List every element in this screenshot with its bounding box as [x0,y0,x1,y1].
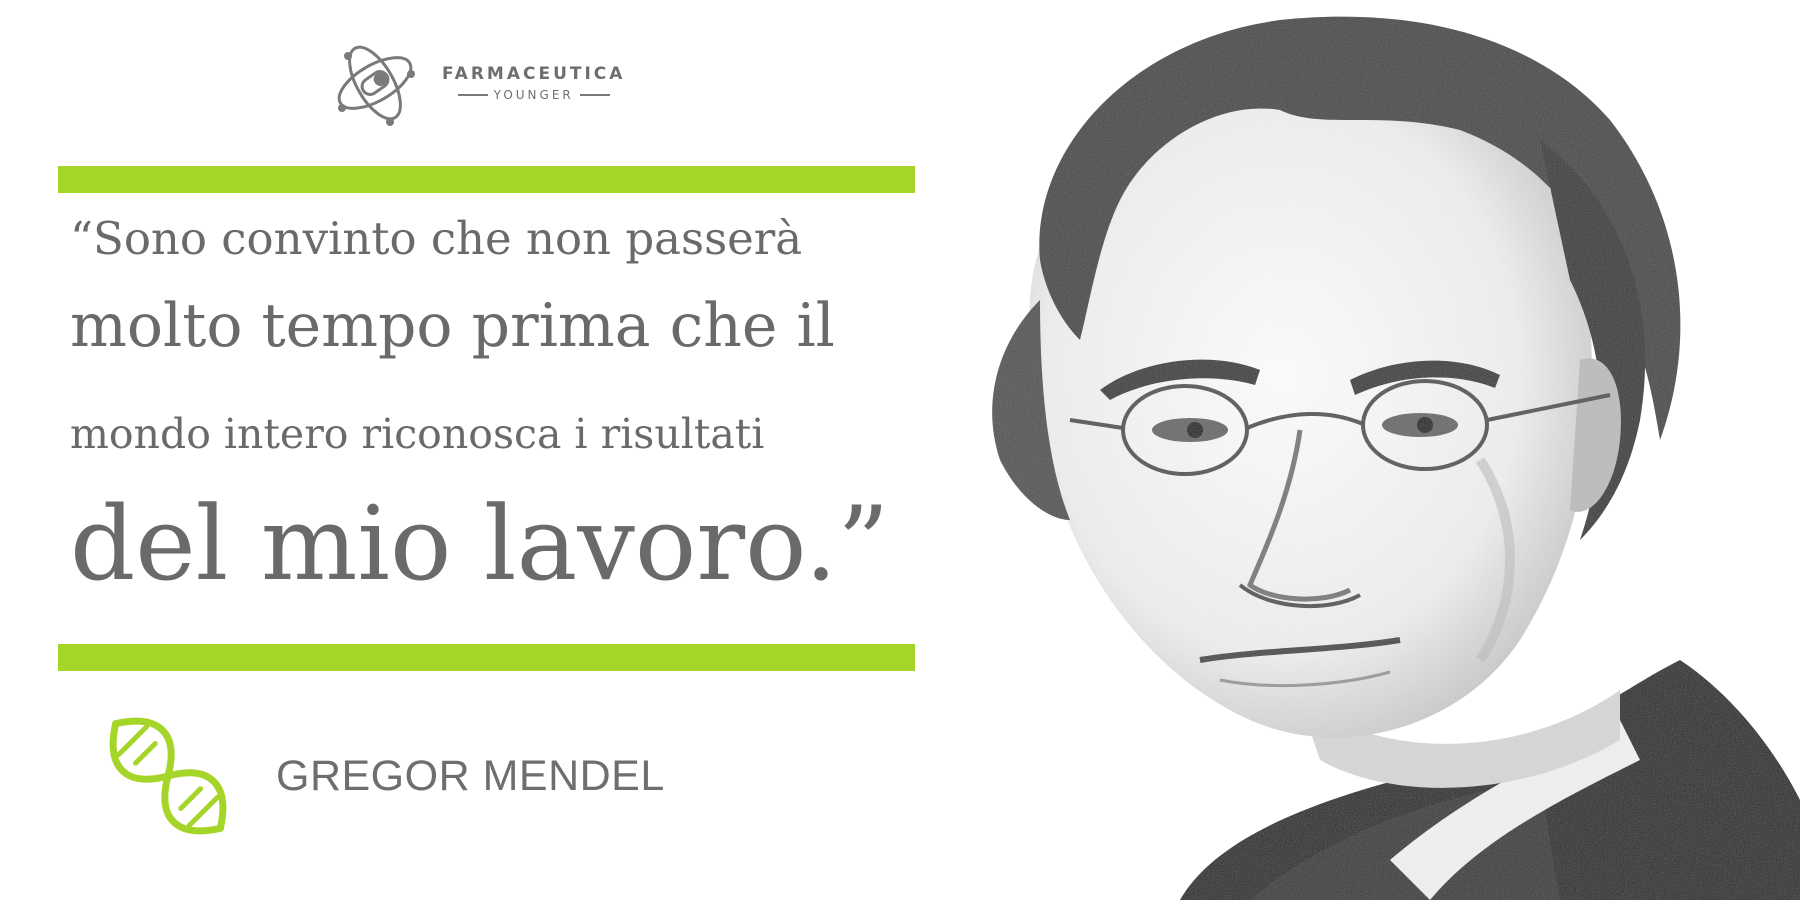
quote-line-2: molto tempo prima che il [70,291,835,361]
brand-logo [328,36,625,130]
brand-rule-right [580,94,610,96]
quote-line-1: “Sono convinto che non passerà [70,212,803,265]
portrait-photo [920,0,1800,900]
quote-line-3: mondo intero riconosca i risultati [70,410,765,458]
author-name: GREGOR MENDEL [276,752,665,800]
accent-bar-bottom [58,644,915,671]
brand-subtitle: YOUNGER [493,88,574,102]
dna-helix-icon [88,696,248,856]
atom-pill-icon [328,36,422,130]
brand-rule-left [458,94,488,96]
accent-bar-top [58,166,915,193]
quote-line-4: del mio lavoro.” [70,485,890,604]
brand-name: FARMACEUTICA [442,64,626,84]
